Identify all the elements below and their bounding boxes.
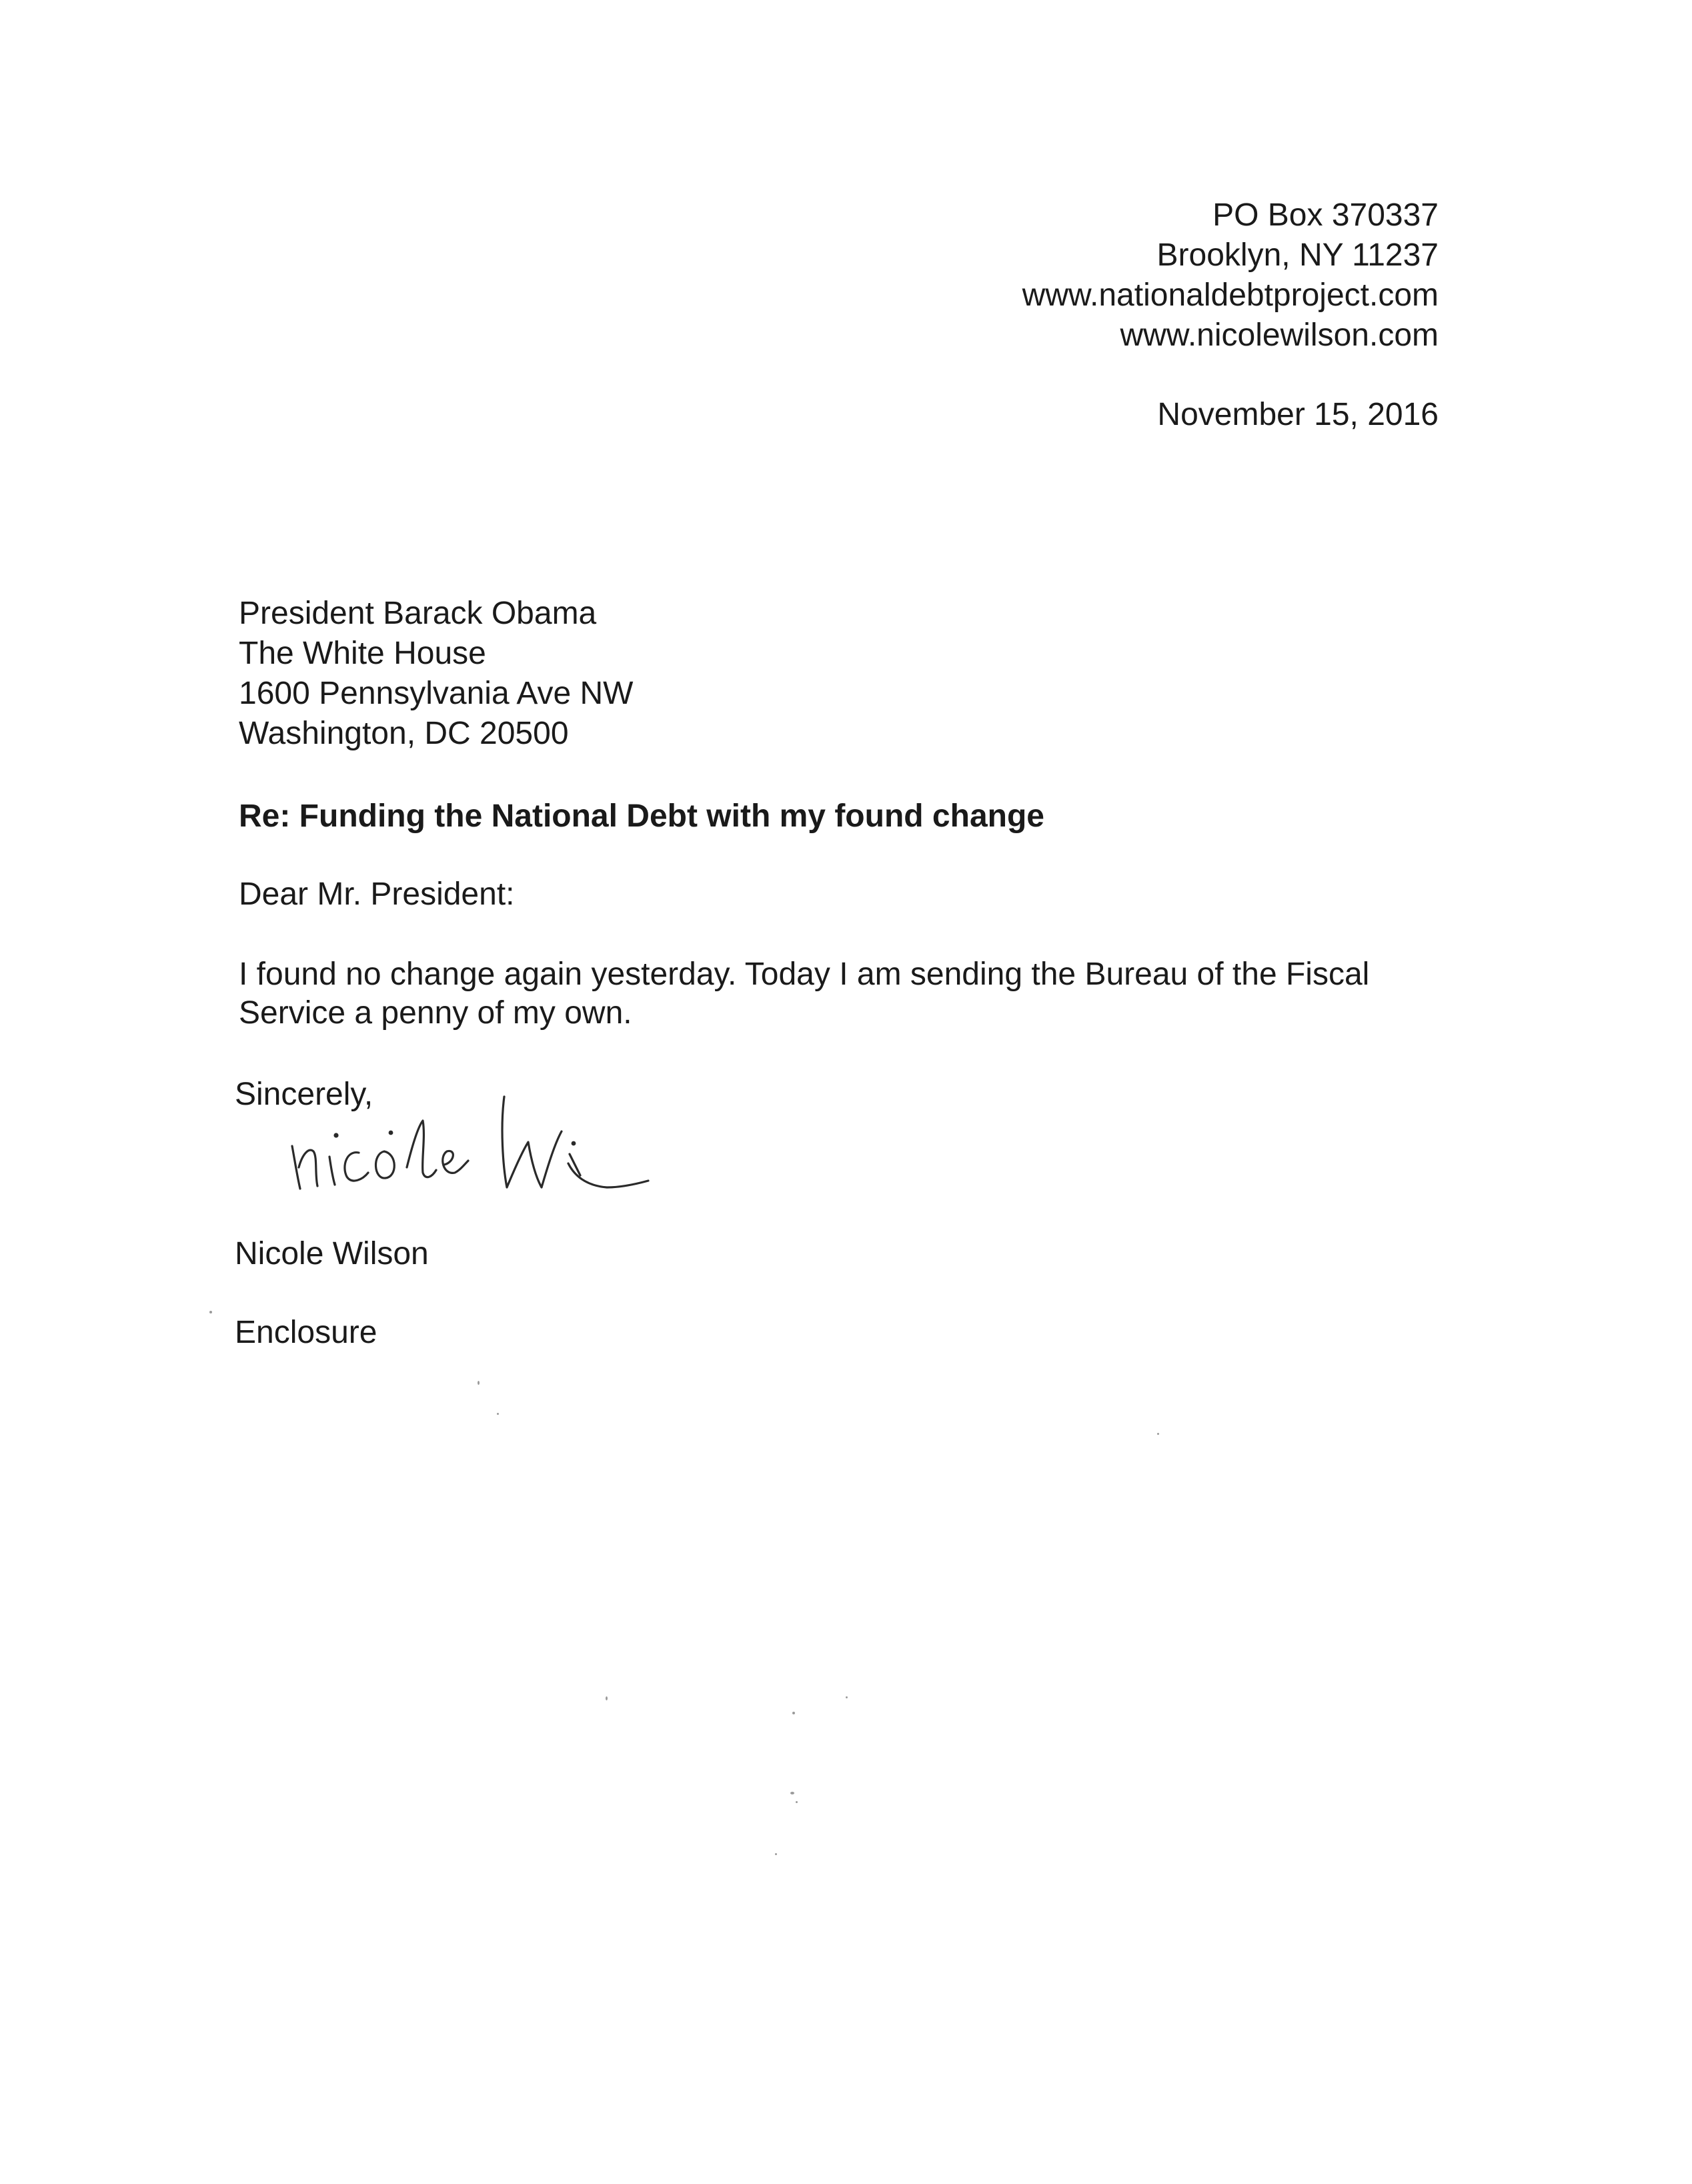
salutation: Dear Mr. President: <box>239 877 515 912</box>
scan-speck <box>846 1696 848 1698</box>
recipient-name: President Barack Obama <box>239 596 597 631</box>
scan-speck <box>796 1801 798 1803</box>
scan-speck <box>790 1792 794 1794</box>
body-line-1: I found no change again yesterday. Today I am sending the Bureau of the Fiscal <box>239 957 1370 992</box>
subject-line: Re: Funding the National Debt with my found change <box>239 798 1044 834</box>
closing: Sincerely, <box>235 1077 373 1112</box>
enclosure-notation: Enclosure <box>235 1315 377 1350</box>
recipient-line-3: 1600 Pennsylvania Ave NW <box>239 676 634 711</box>
sender-website-2: www.nicolewilson.com <box>1120 318 1439 353</box>
scan-speck <box>209 1311 212 1313</box>
scan-speck <box>775 1853 777 1855</box>
sender-city-state-zip: Brooklyn, NY 11237 <box>1156 237 1439 273</box>
sender-website-1: www.nationaldebtproject.com <box>1022 278 1439 313</box>
sender-po-box: PO Box 370337 <box>1212 197 1439 233</box>
scan-speck <box>792 1712 795 1714</box>
scan-speck <box>497 1413 499 1415</box>
body-line-2: Service a penny of my own. <box>239 995 632 1031</box>
recipient-line-2: The White House <box>239 636 486 671</box>
recipient-line-4: Washington, DC 20500 <box>239 716 569 751</box>
recipient-address-block <box>239 594 633 754</box>
scan-speck <box>606 1696 608 1700</box>
scan-speck <box>1157 1433 1159 1435</box>
sender-address-block <box>1022 195 1439 356</box>
signer-name: Nicole Wilson <box>235 1236 429 1271</box>
signature-image <box>280 1087 654 1201</box>
letter-body <box>239 955 1479 1033</box>
scan-speck <box>478 1381 480 1385</box>
letter-date: November 15, 2016 <box>1157 397 1439 432</box>
